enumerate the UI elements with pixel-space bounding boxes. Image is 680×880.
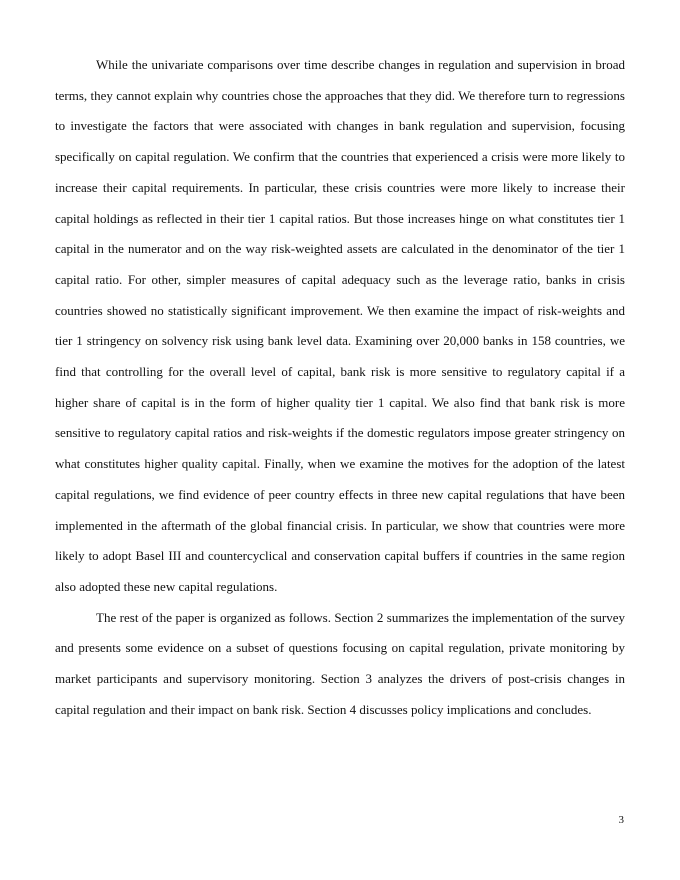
page-number: 3 <box>618 814 624 826</box>
paragraph-findings-summary: While the univariate comparisons over time describe changes in regulation and supervision in broad terms, they cannot explain why countries chose the approaches that they did. We therefore turn to regressions to investigate the factors that were associated with changes in bank regulation and supervision, focusing specifically on capital regulation. We confirm that the countries that experienced a crisis were more likely to increase their capital requirements. In particular, these crisis countries were more likely to increase their capital holdings as reflected in their tier 1 capital ratios. But those increases hinge on what constitutes tier 1 capital in the numerator and on the way risk-weighted assets are calculated in the denominator of the tier 1 capital ratio. For other, simpler measures of capital adequacy such as the leverage ratio, banks in crisis countries showed no statistically significant improvement. We then examine the impact of risk-weights and tier 1 stringency on solvency risk using bank level data. Examining over 20,000 banks in 158 countries, we find that controlling for the overall level of capital, bank risk is more sensitive to regulatory capital if a higher share of capital is in the form of higher quality tier 1 capital. We also find that bank risk is more sensitive to regulatory capital ratios and risk-weights if the domestic regulators impose greater stringency on what constitutes higher quality capital. Finally, when we examine the motives for the adoption of the latest capital regulations, we find evidence of peer country effects in three new capital regulations that have been implemented in the aftermath of the global financial crisis. In particular, we show that countries were more likely to adopt Basel III and countercyclical and conservation capital buffers if countries in the same region also adopted these new capital regulations. <box>55 57 625 594</box>
body-text <box>55 50 625 725</box>
paragraph-paper-outline: The rest of the paper is organized as follows. Section 2 summarizes the implementation of the survey and presents some evidence on a subset of questions focusing on capital regulation, private monitoring by market participants and supervisory monitoring. Section 3 analyzes the drivers of post-crisis changes in capital regulation and their impact on bank risk. Section 4 discusses policy implications and concludes. <box>55 609 625 717</box>
